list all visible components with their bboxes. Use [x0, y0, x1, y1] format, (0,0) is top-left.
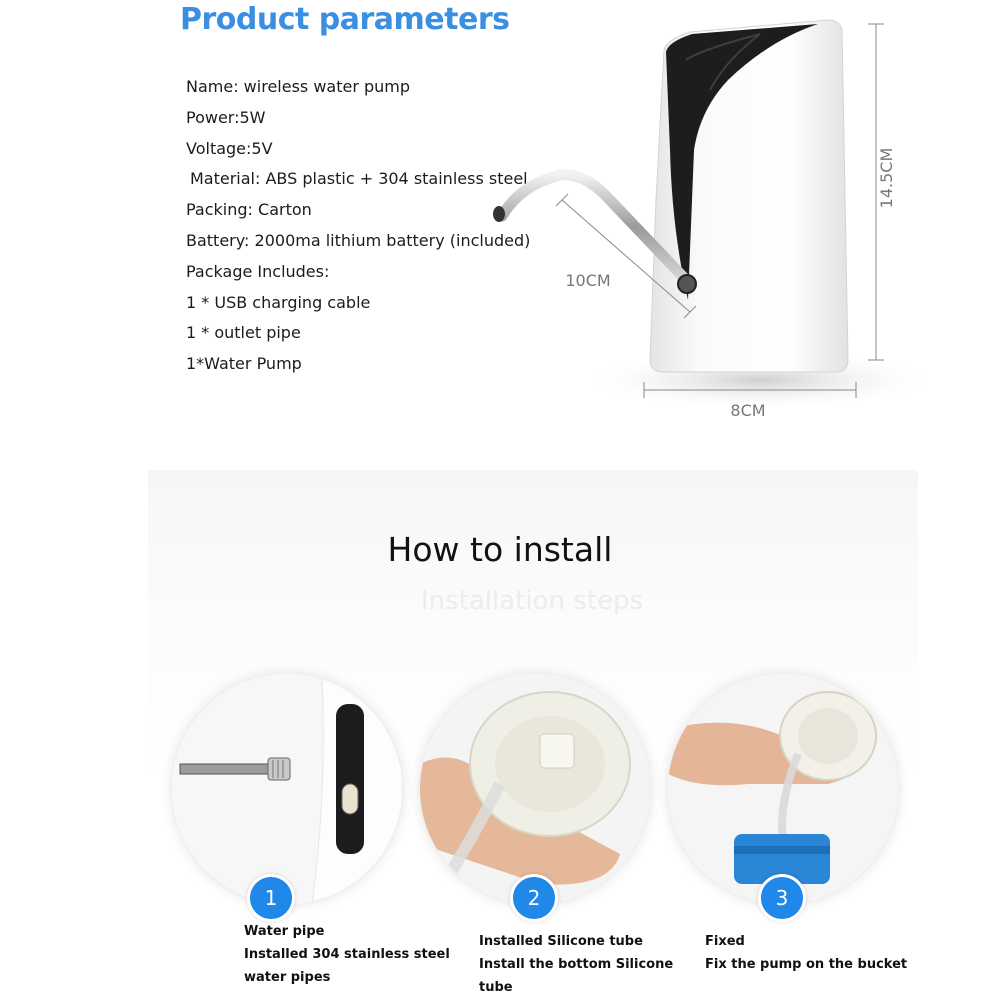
- pipe-nozzle: [493, 206, 505, 222]
- spec-power: Power:5W: [186, 107, 266, 127]
- pump-panel: [336, 704, 364, 854]
- spec-material: Material: ABS plastic + 304 stainless steel: [190, 169, 528, 189]
- step-1-badge: 1: [247, 874, 295, 922]
- steel-pipe: [180, 764, 270, 774]
- step-3-caption: [705, 930, 907, 976]
- product-image: [480, 0, 940, 430]
- install-subtitle: Installation steps: [420, 586, 644, 616]
- install-title: How to install: [387, 530, 613, 569]
- caption-line: Water pipe: [244, 924, 325, 939]
- caption-line: Installed Silicone tube: [479, 934, 643, 949]
- spec-voltage: Voltage:5V: [186, 138, 273, 158]
- pipe-length-label: 10CM: [565, 271, 611, 290]
- caption-line: Installed 304 stainless steel: [244, 947, 450, 962]
- spec-package-item: 1 * outlet pipe: [186, 323, 301, 343]
- pipe-socket: [678, 275, 696, 293]
- step-2-caption: [479, 930, 673, 999]
- spec-package-item: 1 * USB charging cable: [186, 292, 371, 312]
- step-3-badge: 3: [758, 874, 806, 922]
- step-2-image: [418, 672, 652, 906]
- spec-list: [186, 72, 530, 380]
- page-title: Product parameters: [180, 2, 510, 37]
- step-1-image: [170, 672, 404, 906]
- caption-line: Fix the pump on the bucket: [705, 957, 908, 972]
- caption-line: Fixed: [705, 934, 745, 949]
- caption-line: water pipes: [244, 970, 331, 985]
- caption-line: Install the bottom Silicone: [479, 957, 674, 972]
- step-3-image: [666, 672, 900, 906]
- spec-name: Name: wireless water pump: [186, 77, 411, 96]
- spec-package-item: 1*Water Pump: [186, 354, 302, 374]
- step-1-caption: [244, 920, 450, 989]
- height-label: 14.5CM: [877, 147, 896, 209]
- spec-packing: Packing: Carton: [186, 200, 312, 220]
- caption-line: tube: [479, 980, 513, 995]
- width-label: 8CM: [730, 401, 766, 420]
- step-2-badge: 2: [510, 874, 558, 922]
- spec-package-heading: Package Includes:: [186, 261, 330, 281]
- spec-battery: Battery: 2000ma lithium battery (included): [186, 230, 531, 250]
